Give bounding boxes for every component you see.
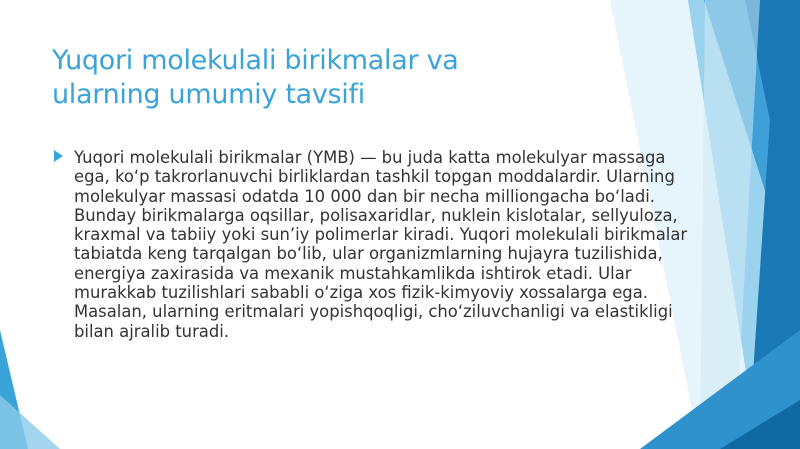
bullet-item xyxy=(52,148,702,341)
slide-title: Yuqori molekulali birikmalar va ularning umumiy tavsifi xyxy=(52,45,459,110)
bullet-arrow-icon xyxy=(54,150,63,162)
bullet-text: Yuqori molekulali birikmalar (YMB) — bu juda katta molekulyar massaga ega, ko‘p takrorlanuvchi birliklardan tashkil topgan moddalardir. Ularning molekulyar massasi odatda 10 000 dan bir necha milliongacha bo‘ladi. Bunday birikmalarga oqsillar, polisaxaridlar, nuklein kislotalar, sellyuloza, kraxmal va tabiiy yoki sun’iy polimerlar kiradi. Yuqori molekulali birikmalar tabiatda keng tarqalgan bo‘lib, ular organizmlarning hujayra tuzilishida, energiya zaxirasida va mexanik mustahkamlikda ishtirok etadi. Ular murakkab tuzilishlari sababli o‘ziga xos fizik-kimyoviy xossalarga ega. Masalan, ularning eritmalari yopishqoqligi, cho‘ziluvchanligi va elastikligi bilan ajralib turadi. xyxy=(74,148,688,341)
bullet-list xyxy=(52,148,702,341)
deco-corner-left-light xyxy=(0,395,60,449)
